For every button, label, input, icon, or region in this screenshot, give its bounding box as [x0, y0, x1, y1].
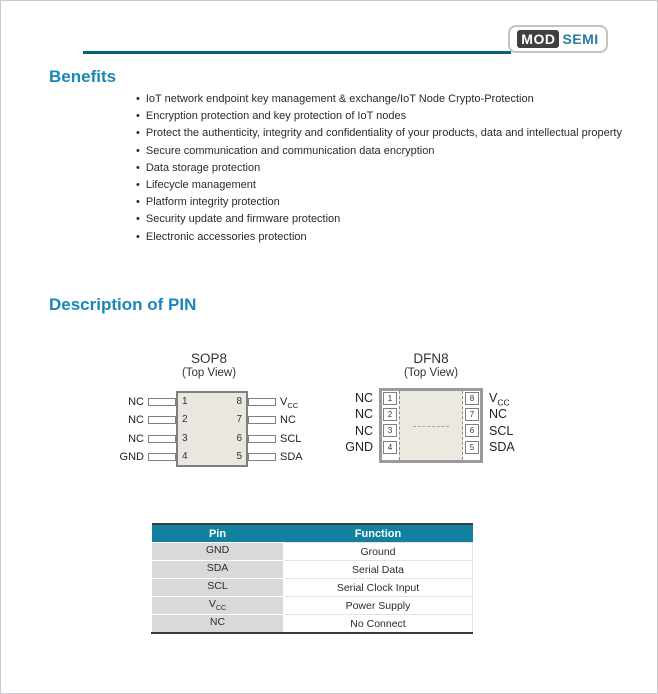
benefit-text: Electronic accessories protection	[145, 230, 307, 243]
list-item	[136, 213, 622, 230]
benefit-text: Lifecycle management	[145, 178, 256, 191]
pin-label-sub: CC	[497, 397, 510, 408]
logo-mod-badge: MOD	[517, 30, 559, 48]
pin-cell	[152, 615, 284, 634]
sop8-pin3-label: NC	[128, 433, 144, 445]
function-cell: Serial Clock Input	[284, 579, 473, 597]
bullet-icon: •	[136, 110, 140, 123]
sop8-pin2-label: NC	[128, 414, 144, 426]
sop8-pin5-lead	[248, 453, 276, 461]
sop8-pin6-label	[280, 432, 325, 450]
pin-column-header: Pin	[152, 524, 284, 543]
sop8-diagram	[99, 351, 319, 481]
brand-logo	[508, 25, 608, 53]
sop8-pin5-label	[280, 450, 325, 468]
bullet-icon: •	[136, 196, 140, 209]
table-header-row	[152, 524, 473, 543]
logo-semi-text: SEMI	[562, 31, 599, 47]
sop8-title: SOP8	[190, 351, 228, 366]
list-item	[136, 127, 622, 144]
sop8-pin1-label: NC	[128, 396, 144, 408]
table-row	[152, 579, 473, 597]
dfn8-pin4-label: GND	[345, 440, 373, 454]
pin-label-text: SCL	[280, 433, 302, 445]
sop8-pin6-lead	[248, 435, 276, 443]
dfn8-pin7-number: 7	[465, 408, 479, 421]
bullet-icon: •	[136, 213, 140, 226]
pin-label-text: V	[489, 391, 498, 405]
dfn8-pin2-number: 2	[383, 408, 397, 421]
pin-label-text: NC	[489, 407, 508, 421]
benefit-text: IoT network endpoint key management & exchange/IoT Node Crypto-Protection	[145, 93, 534, 105]
sop8-pin3-lead	[148, 435, 176, 443]
benefits-heading: Benefits	[49, 67, 117, 86]
list-item	[136, 196, 622, 213]
table-row	[152, 561, 473, 579]
sop8-pin4-lead	[148, 453, 176, 461]
pin-label-text: NC	[280, 414, 296, 426]
sop8-pin7-lead	[248, 416, 276, 424]
dfn8-title: DFN8	[413, 351, 449, 366]
dfn8-pin5-label	[489, 440, 539, 460]
benefit-text: Protect the authenticity, integrity and confidentiality of your products, data and intellectual property	[145, 127, 622, 140]
pin-name: V	[208, 598, 216, 611]
list-item	[136, 162, 622, 179]
pin-cell	[152, 543, 284, 561]
bullet-icon: •	[136, 127, 140, 140]
list-item	[136, 179, 622, 196]
benefit-text: Secure communication and communication data encryption	[145, 144, 435, 157]
pin-label-text: SDA	[489, 440, 515, 454]
table-row	[152, 597, 473, 615]
pin-cell	[152, 561, 284, 579]
dfn8-midline	[413, 426, 449, 427]
sop8-pin5-number: 5	[236, 451, 242, 462]
benefit-text: Data storage protection	[145, 161, 261, 174]
benefit-text: Security update and firmware protection	[145, 213, 341, 226]
sop8-pin2-lead	[148, 416, 176, 424]
benefit-text: Platform integrity protection	[145, 196, 280, 209]
table-row	[152, 615, 473, 634]
pin-name: SDA	[206, 562, 229, 575]
function-cell: Power Supply	[284, 597, 473, 615]
sop8-pin2-number: 2	[182, 414, 188, 425]
dfn8-pin1-number: 1	[383, 392, 397, 405]
function-cell: Ground	[284, 543, 473, 561]
list-item	[136, 110, 622, 127]
pin-cell	[152, 597, 284, 615]
dfn8-package-body	[379, 388, 483, 463]
dfn8-pin3-label: NC	[354, 423, 373, 438]
sop8-pin1-number: 1	[182, 396, 188, 407]
dfn8-pin3-number: 3	[383, 424, 397, 437]
pin-name: SCL	[207, 580, 228, 593]
table-row	[152, 543, 473, 561]
pin-function-table	[151, 523, 473, 634]
pin-label-text: SCL	[489, 423, 514, 438]
bullet-icon: •	[136, 161, 140, 174]
pin-label-text: SDA	[280, 451, 303, 463]
dfn8-pin8-number: 8	[465, 392, 479, 405]
pin-label-text: V	[280, 396, 288, 408]
function-cell: No Connect	[284, 615, 473, 634]
pin-name: NC	[209, 616, 226, 629]
pin-name-sub: CC	[215, 604, 227, 613]
sop8-pin3-number: 3	[182, 433, 188, 444]
dfn8-view-label: (Top View)	[403, 367, 459, 379]
sop8-pin7-label	[280, 413, 325, 431]
bullet-icon: •	[136, 230, 140, 243]
sop8-pin7-number: 7	[236, 414, 242, 425]
sop8-view-label: (Top View)	[181, 367, 237, 379]
sop8-pin4-label: GND	[119, 451, 144, 463]
dfn8-pin5-number: 5	[465, 441, 479, 454]
dfn8-pin2-label: NC	[354, 407, 373, 421]
header-rule	[83, 51, 511, 54]
benefits-list	[136, 93, 622, 248]
list-item	[136, 145, 622, 162]
benefit-text: Encryption protection and key protection of IoT nodes	[145, 110, 407, 123]
list-item	[136, 93, 622, 110]
function-column-header: Function	[284, 524, 473, 543]
sop8-pin8-number: 8	[236, 396, 242, 407]
bullet-icon: •	[136, 178, 140, 191]
sop8-pin4-number: 4	[182, 451, 188, 462]
sop8-pin8-lead	[248, 398, 276, 406]
sop8-pin1-lead	[148, 398, 176, 406]
dfn8-diagram	[331, 351, 551, 481]
dfn8-pin6-number: 6	[465, 424, 479, 437]
pin-cell	[152, 579, 284, 597]
list-item	[136, 231, 622, 248]
sop8-pin8-label	[280, 395, 325, 413]
function-cell: Serial Data	[284, 561, 473, 579]
dfn8-exposed-pad	[399, 391, 463, 460]
bullet-icon: •	[136, 144, 140, 157]
dfn8-pin1-label: NC	[354, 391, 373, 405]
pin-label-sub: CC	[287, 401, 299, 411]
sop8-pin6-number: 6	[236, 433, 242, 444]
pin-name: GND	[205, 544, 230, 557]
pin-section-heading: Description of PIN	[49, 295, 197, 314]
dfn8-pin4-number: 4	[383, 441, 397, 454]
bullet-icon: •	[136, 93, 140, 105]
